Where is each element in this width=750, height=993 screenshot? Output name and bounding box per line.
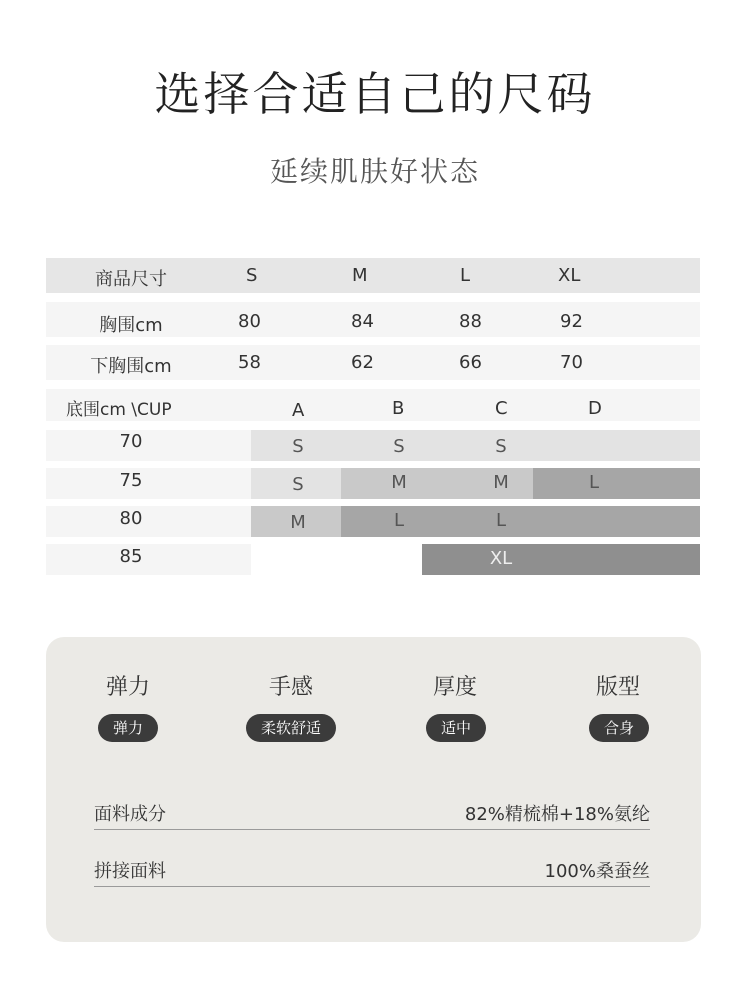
size-row-label: 胸围cm xyxy=(99,315,163,336)
size-row-value: 92 xyxy=(560,311,583,332)
size-row-value: 58 xyxy=(238,352,261,373)
band-label-75: 75 xyxy=(119,470,143,491)
band-label-70: 70 xyxy=(119,431,143,452)
cup-header-d: D xyxy=(588,398,602,419)
attr-title-fit: 版型 xyxy=(595,675,640,700)
size-row-value: 88 xyxy=(459,311,482,332)
size-row-value: 84 xyxy=(351,311,374,332)
size-cell-label: S xyxy=(393,436,405,457)
size-cell-label: S xyxy=(292,436,304,457)
size-row-label: 下胸围cm xyxy=(90,356,172,377)
size-cell-label: M xyxy=(493,472,509,493)
size-cell-label: L xyxy=(393,510,405,531)
size-cell-label: M xyxy=(391,472,407,493)
cup-header-b: B xyxy=(392,398,405,419)
cup-table-header-label: 底围cm \CUP xyxy=(66,400,172,420)
attr-title-feel: 手感 xyxy=(268,675,313,700)
size-cell-label: L xyxy=(495,510,507,531)
size-cell-label: S xyxy=(495,436,507,457)
size-cell-label: L xyxy=(588,472,600,493)
attr-value-badge: 适中 xyxy=(426,714,486,742)
band-label-80: 80 xyxy=(119,508,143,529)
band-label-85: 85 xyxy=(119,546,143,567)
spec-label-fabric: 面料成分 xyxy=(94,804,166,825)
size-cell-label: M xyxy=(290,512,306,533)
attr-value-badge: 柔软舒适 xyxy=(246,714,336,742)
spec-value-panel: 100%桑蚕丝 xyxy=(544,861,650,882)
spec-divider xyxy=(94,886,650,887)
size-row-value: 66 xyxy=(459,352,482,373)
size-table-header-label: 商品尺寸 xyxy=(95,269,167,290)
attr-title-thickness: 厚度 xyxy=(432,675,477,700)
spec-value-fabric: 82%精梳棉+18%氨纶 xyxy=(464,804,650,825)
size-cell-label: XL xyxy=(489,548,513,569)
size-header-m: M xyxy=(352,265,368,286)
cup-header-a: A xyxy=(292,400,305,421)
size-row-value: 70 xyxy=(560,352,583,373)
spec-label-panel: 拼接面料 xyxy=(94,861,166,882)
attr-value-badge: 弹力 xyxy=(98,714,158,742)
size-cell-blank xyxy=(251,544,422,575)
size-row-value: 80 xyxy=(238,311,261,332)
page-title: 选择合适自己的尺码 xyxy=(154,67,596,121)
size-header-xl: XL xyxy=(558,265,581,286)
attr-title-elasticity: 弹力 xyxy=(105,675,150,700)
attr-value-badge: 合身 xyxy=(589,714,649,742)
spec-divider xyxy=(94,829,650,830)
page-subtitle: 延续肌肤好状态 xyxy=(269,155,480,188)
size-header-s: S xyxy=(246,265,258,286)
size-row-value: 62 xyxy=(351,352,374,373)
cup-header-c: C xyxy=(495,398,508,419)
size-header-l: L xyxy=(460,265,471,286)
size-cell-label: S xyxy=(292,474,304,495)
